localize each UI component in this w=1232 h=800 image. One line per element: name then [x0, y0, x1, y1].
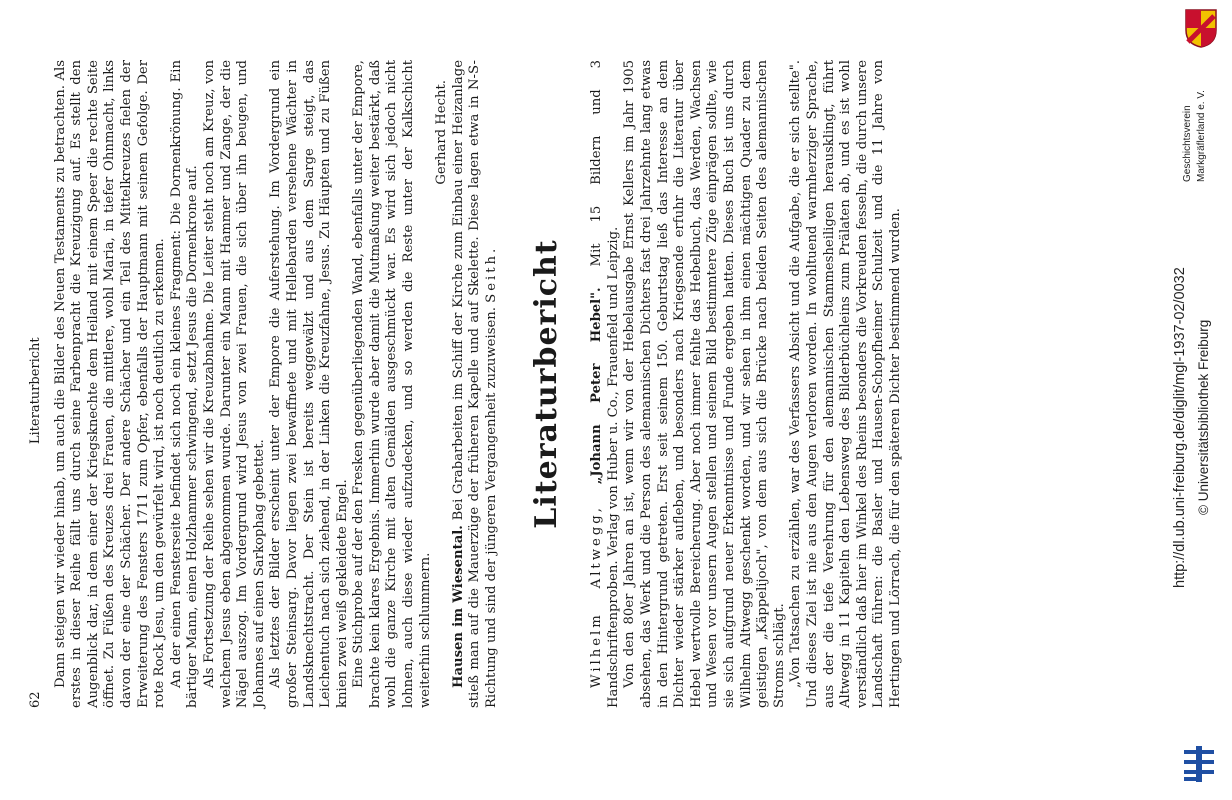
- org-name-line: Markgräflerland e. V.: [1196, 90, 1207, 182]
- hausen-text: Bei Grabarbeiten im Schiff der Kirche zum Einbau einer Heizanlage stieß man auf die Mauerzüge der früheren Kapelle und auf Skelette. Diese lagen etwa in N-S-Richtung und sind der jüngeren Vergangenheit zuzuweisen.: [450, 59, 500, 708]
- paragraph: An der einen Fensterseite befindet sich noch ein kleines Fragment: Die Dornenkrönung. Ein bärtiger Mann, einen Holzhammer schwingend, setzt Jesus die Dornenkrone auf.: [168, 60, 201, 708]
- running-head: [28, 60, 45, 708]
- paragraph: Als Fortsetzung der Reihe sehen wir die Kreuzabnahme. Die Leiter steht noch am Kreuz, von welchem Jesus eben abgenommen wurde. Darunter ein Mann mit Hammer und Zange, der die Nägel auszog. Im Vordergrund wird Jesus von zwei Frauen, die sich über ihn beugen, und Johannes auf einen Sarkophag gebettet.: [201, 60, 267, 708]
- section-title: Literaturbericht: [528, 239, 564, 529]
- document-url[interactable]: http://dl.ub.uni-freiburg.de/diglit/mgl-1937-02/0032: [1172, 267, 1188, 588]
- review-paragraph: „Von Tatsachen zu erzählen, war des Verfassers Absicht und die Aufgabe, die er sich stellte". Und dieses Ziel ist nie aus den Augen verloren worden. In wohltuend warmherziger Sprache, aus der die tiefe Verehrung für den alemannischen Stammesheiligen herausklingt, führt Altwegg in 11 Kapiteln den Lebensweg des Bilderbüchleins zum Prälaten ab, und es ist wohl verständlich daß hier im Winkel des Rheins besonders die Vorkreuden fesseln, die durch unsere Landschaft führen: die Basler und Hausen-Schopfheimer Schulzeit und die 11 Jahre von Hertingen und Lörrach, die für den späteren Dichter bestimmend wurden.: [788, 60, 903, 708]
- book-details: Mit 15 Bildern und 3 Handschriftenproben. Verlag von Huber u. Co., Frauenfeld und Leipzig.: [589, 60, 621, 708]
- signature: Gerhard Hecht.: [434, 80, 450, 185]
- viewer-sidebar: [1170, 0, 1232, 800]
- review-paragraph: Von den 80er Jahren an ist, wenn wir von der Hebelausgabe Ernst Kellers im Jahr 1905 absehen, das Werk und die Person des alemannischen Dichters fast drei Jahrzehnte lang etwas in den Hintergrund getreten. Erst seit seinem 150. Geburtstag ließ das Interesse an dem Dichter wieder stärker aufleben, und besonders nach Kriegsende erfuhr die Literatur über Hebel wertvolle Bereicherung. Aber noch immer fehlte das Hebelbuch, das Werden, Wachsen und Wesen vor unsern Augen stellen und seinem Bild bestimmtere Züge einprägen sollte, wie sie sich aufgrund neuer Erkenntnisse und Funde ergeben hatten. Dieses Buch ist uns durch Wilhelm Altwegg geschenkt worden, und wir sehen in ihm einen mächtigen Quader zu dem geistigen „Käppelijoch", von dem aus sich die Brücke nach beiden Seiten des alemannischen Stroms schlägt.: [622, 60, 787, 708]
- hausen-paragraph: [451, 60, 501, 708]
- signature: Seith.: [484, 245, 500, 303]
- org-name-line: Geschichtsverein: [1182, 105, 1193, 182]
- paragraph: Dann steigen wir wieder hinab, um auch die Bilder des Neuen Testaments zu betrachten. Als erstes in dieser Reihe fällt uns durch seine Farbenpracht die Kreuzigung auf. Es stellt den Augenblick dar, in dem einer der Kriegsknechte dem Heiland mit einem Speer die rechte Seite öffnet. Zu Füßen des Kreuzes drei Frauen, die mittlere, wohl Maria, in tiefer Ohnmacht, links davon der eine der Schächer. Der andere Schächer und ein Teil des Mittelkreuzes fielen der Erweiterung des Fensters 1711 zum Opfer, ebenfalls der Hauptmann mit seinem Gefolge. Der rote Rock Jesu, um den gewürfelt wird, ist noch deutlich zu erkennen.: [52, 60, 168, 708]
- page-number: 62: [28, 691, 43, 708]
- book-author: Wilhelm Altwegg,: [589, 505, 605, 688]
- paragraph: Eine Stichprobe auf der den Fresken gegenüberliegenden Wand, ebenfalls unter der Empore, brachte kein klares Ergebnis. Immerhin wurde aber damit die Mutmaßung weiter bestärkt, daß wohl die ganze Kirche mit alten Gemälden ausgeschmückt war. Es wird sich jedoch nicht lohnen, auch diese wieder aufzudecken, und so werden die Reste unter der Kalkschicht weiterhin schlummern.: [351, 60, 433, 708]
- copyright-notice: © Universitätsbibliothek Freiburg: [1196, 319, 1211, 515]
- ub-barcode-icon: [1178, 744, 1220, 784]
- book-citation: [589, 60, 622, 708]
- url-column: [1166, 0, 1228, 800]
- running-head-title: Literaturbericht: [28, 337, 43, 445]
- paragraph: Als letztes der Bilder erscheint unter der Empore die Auferstehung. Im Vordergrund ein großer Steinsarg. Davor liegen zwei bewaffnete und mit Hellebarden versehene Wächter in Landsknechtstracht. Der Stein ist bereits weggewälzt und aus dem Sarge steigt, das Leichentuch nach sich ziehend, in der Linken die Kreuzfahne, Jesus. Zu Häupten und zu Füßen knien zwei weiß gekleidete Engel.: [268, 60, 350, 708]
- hausen-heading: Hausen im Wiesental.: [450, 525, 466, 688]
- book-title: „Johann Peter Hebel".: [589, 287, 605, 485]
